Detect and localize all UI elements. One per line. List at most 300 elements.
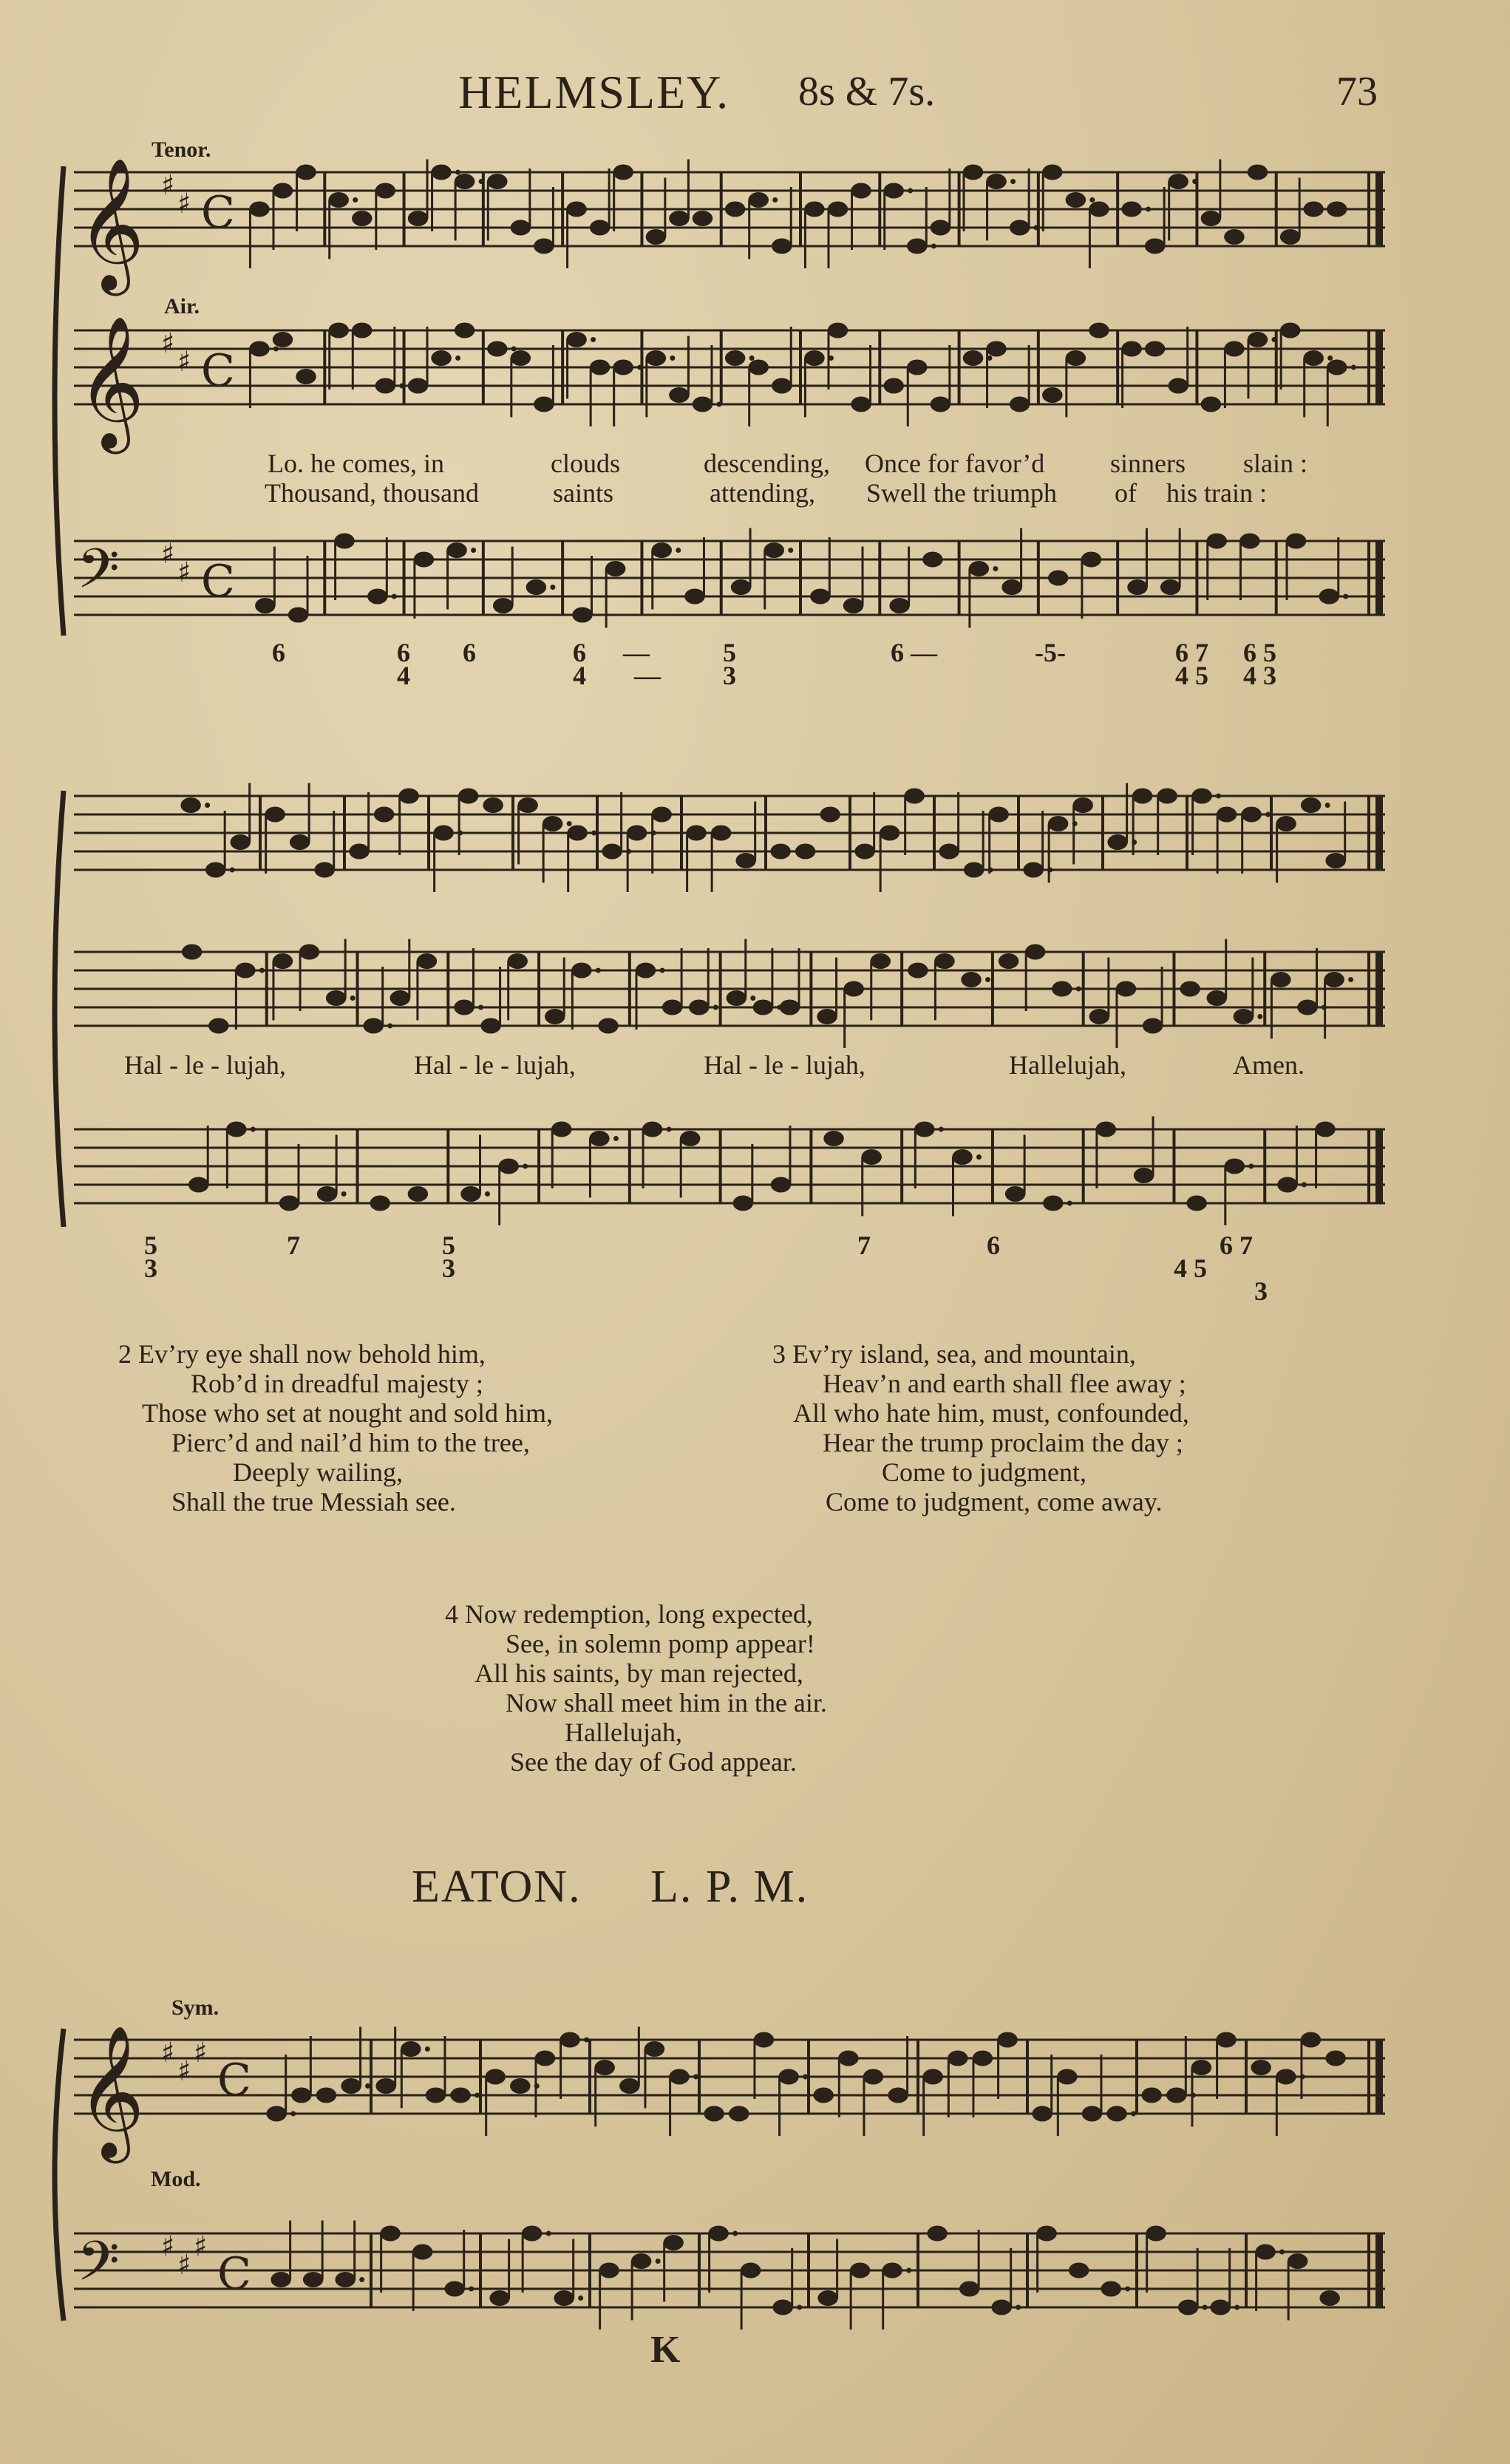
note-head xyxy=(498,1159,519,1174)
bass-clef: 𝄢 xyxy=(77,537,120,615)
lyric-line2-seg1: Thousand, thousand xyxy=(265,478,479,508)
figure-s1-top-9: 6 7 xyxy=(1175,638,1208,667)
note-head xyxy=(684,589,705,605)
note-head xyxy=(567,826,588,841)
note-head xyxy=(590,360,611,375)
note-head xyxy=(1145,239,1166,254)
note-dot xyxy=(803,2075,808,2080)
note-dot xyxy=(523,1164,528,1169)
note-head xyxy=(748,192,769,208)
note-head xyxy=(1224,229,1245,245)
note-head xyxy=(1168,174,1188,189)
note-dot xyxy=(749,355,755,361)
note-head xyxy=(510,2078,531,2094)
note-dot xyxy=(230,868,235,873)
note-head xyxy=(727,990,747,1006)
note-head xyxy=(566,332,587,347)
note-dot xyxy=(511,347,517,352)
note-head xyxy=(1210,2300,1231,2315)
note-dot xyxy=(788,548,793,553)
note-head xyxy=(265,807,285,823)
note-head xyxy=(863,2069,884,2085)
verse-3-line: 3 Ev’ry island, sea, and mountain, xyxy=(772,1339,1136,1369)
figure-s2-top-4: 7 xyxy=(857,1231,871,1260)
verse-4-line: See the day of God appear. xyxy=(510,1747,797,1777)
note-head xyxy=(963,165,984,180)
note-head xyxy=(828,202,848,217)
lyric-line2-seg2: saints xyxy=(553,478,614,508)
note-head xyxy=(352,211,373,226)
note-head xyxy=(1101,2281,1121,2297)
note-head xyxy=(961,972,982,987)
note-head xyxy=(973,2051,993,2066)
note-head xyxy=(590,220,611,236)
note-head xyxy=(1057,2069,1078,2085)
note-head xyxy=(431,165,452,180)
note-head xyxy=(1042,387,1063,403)
note-dot xyxy=(637,365,642,370)
note-head xyxy=(444,2281,465,2297)
note-head xyxy=(1160,579,1181,595)
note-head xyxy=(230,834,251,850)
note-head xyxy=(380,2226,401,2242)
note-head xyxy=(741,2263,761,2278)
lyric-line3-seg2: Hal - le - lujah, xyxy=(414,1050,576,1080)
figure-s1-top-10: 6 5 xyxy=(1243,638,1276,667)
page-number: 73 xyxy=(1336,69,1378,115)
note-head xyxy=(693,211,713,226)
note-dot xyxy=(478,1005,483,1010)
note-head xyxy=(454,1000,475,1015)
note-dot xyxy=(425,2046,430,2052)
note-head xyxy=(843,598,864,613)
note-dot xyxy=(479,179,484,184)
note-dot xyxy=(1343,594,1348,599)
note-dot xyxy=(455,170,460,175)
verse-2-line: Shall the true Messiah see. xyxy=(171,1487,456,1517)
note-head xyxy=(997,2032,1018,2048)
note-head xyxy=(927,2226,948,2242)
note-head xyxy=(1023,862,1044,878)
note-head xyxy=(804,350,825,366)
note-head xyxy=(1327,360,1347,375)
figure-s2-top-3: 5 xyxy=(442,1231,455,1260)
note-head xyxy=(662,1000,683,1015)
note-head xyxy=(560,2032,580,2048)
note-head xyxy=(963,350,984,366)
note-head xyxy=(1280,229,1301,245)
note-head xyxy=(1010,220,1030,236)
verse-2 xyxy=(118,1339,553,1517)
note-head xyxy=(1082,2106,1103,2122)
meter-eaton: L. P. M. xyxy=(650,1862,809,1912)
note-head xyxy=(1276,816,1296,831)
note-head xyxy=(534,239,554,254)
note-head xyxy=(480,1018,501,1034)
figure-s1-bottom-5: 4 5 xyxy=(1175,661,1208,690)
note-head xyxy=(299,945,320,960)
note-dot xyxy=(732,2231,738,2236)
lyric-line1-seg3: descending, xyxy=(704,449,830,478)
verse-4 xyxy=(445,1599,827,1777)
note-dot xyxy=(656,2259,661,2264)
note-head xyxy=(939,844,959,860)
note-head xyxy=(663,2235,684,2250)
note-head xyxy=(795,844,816,860)
note-head xyxy=(1277,1177,1298,1193)
note-dot xyxy=(546,2231,551,2236)
figure-s1-top-2: 6 xyxy=(397,638,410,667)
part-label-air: Air. xyxy=(164,294,200,319)
figure-s2-bottom-1: 3 xyxy=(144,1253,157,1283)
note-head xyxy=(1206,990,1227,1006)
note-head xyxy=(1005,1186,1026,1202)
part-label-mod: Mod. xyxy=(151,2167,201,2191)
note-head xyxy=(517,797,538,813)
note-dot xyxy=(1131,2111,1136,2117)
note-head xyxy=(1201,397,1222,412)
note-head xyxy=(770,844,791,860)
figure-s1-top-3: 6 xyxy=(463,638,476,667)
note-head xyxy=(180,797,201,813)
note-head xyxy=(317,1186,338,1202)
figure-s1-top-4: 6 xyxy=(573,638,586,667)
figure-s1-top-1: 6 xyxy=(272,638,285,667)
lyric-line3-seg3: Hal - le - lujah, xyxy=(704,1050,865,1080)
note-dot xyxy=(1203,2305,1208,2310)
note-head xyxy=(273,183,293,199)
note-head xyxy=(375,2078,396,2094)
part-label-tenor: Tenor. xyxy=(152,137,211,162)
note-head xyxy=(1127,579,1148,595)
note-head xyxy=(1225,1159,1245,1174)
note-dot xyxy=(550,585,555,590)
note-head xyxy=(545,1009,565,1024)
note-head xyxy=(883,183,904,199)
note-head xyxy=(1048,571,1069,586)
note-head xyxy=(291,2088,312,2103)
figure-s1-bottom-2: 4 xyxy=(573,661,586,690)
note-head xyxy=(535,2051,556,2066)
note-head xyxy=(1081,552,1102,568)
note-dot xyxy=(750,996,755,1001)
common-time: C xyxy=(217,2055,251,2106)
note-head xyxy=(907,360,928,375)
note-dot xyxy=(596,968,601,973)
note-head xyxy=(651,807,672,823)
note-head xyxy=(363,1018,384,1034)
note-head xyxy=(1178,2300,1199,2315)
note-head xyxy=(571,963,592,979)
note-dot xyxy=(578,2295,583,2301)
note-dot xyxy=(931,244,936,249)
note-head xyxy=(208,1018,229,1034)
note-head xyxy=(446,542,467,558)
sharp-sign: ♯ xyxy=(161,169,175,201)
note-dot xyxy=(906,2268,911,2273)
figure-s2-bottom-2: 3 xyxy=(442,1253,455,1283)
figure-s2-top-2: 7 xyxy=(287,1231,300,1260)
figure-s2-bottom-3: 4 5 xyxy=(1174,1253,1207,1283)
note-head xyxy=(922,2069,943,2085)
note-head xyxy=(1201,211,1222,226)
tune-title-helmsley: HELMSLEY. xyxy=(458,66,730,118)
note-dot xyxy=(1234,2305,1239,2310)
note-head xyxy=(754,2032,775,2048)
note-dot xyxy=(1016,2305,1021,2310)
lyric-line1-seg6: slain : xyxy=(1243,449,1307,478)
note-head xyxy=(986,341,1007,357)
note-head xyxy=(326,990,347,1006)
note-head xyxy=(931,220,951,236)
note-head xyxy=(1121,202,1142,217)
note-head xyxy=(1217,807,1237,823)
note-dot xyxy=(1125,2287,1130,2292)
verse-4-line: 4 Now redemption, long expected, xyxy=(445,1599,813,1629)
note-head xyxy=(1248,332,1268,347)
note-dot xyxy=(1034,225,1039,231)
note-head xyxy=(1141,2088,1162,2103)
note-dot xyxy=(273,347,279,352)
common-time: C xyxy=(201,187,235,239)
note-head xyxy=(1001,579,1022,595)
note-head xyxy=(1301,2032,1322,2048)
note-head xyxy=(763,542,784,558)
note-head xyxy=(646,350,667,366)
note-head xyxy=(652,542,673,558)
note-head xyxy=(631,2253,652,2269)
note-head xyxy=(1025,945,1046,960)
note-head xyxy=(888,2088,908,2103)
note-head xyxy=(619,2078,640,2094)
note-dot xyxy=(993,566,998,571)
note-head xyxy=(1157,789,1177,804)
note-head xyxy=(1286,534,1307,549)
note-head xyxy=(613,165,633,180)
note-dot xyxy=(1348,977,1353,982)
note-head xyxy=(489,2290,510,2306)
sharp-sign: ♯ xyxy=(177,345,191,378)
note-dot xyxy=(591,831,596,836)
note-head xyxy=(598,1018,619,1034)
note-head xyxy=(522,2226,543,2242)
note-dot xyxy=(455,355,460,361)
note-head xyxy=(1239,534,1260,549)
note-dot xyxy=(567,821,572,826)
note-head xyxy=(1166,2088,1187,2103)
note-dot xyxy=(1265,812,1271,817)
lyric-line3-seg4: Hallelujah, xyxy=(1009,1050,1126,1080)
note-head xyxy=(455,323,475,338)
note-head xyxy=(266,2106,287,2122)
note-dot xyxy=(341,1191,347,1197)
note-head xyxy=(566,202,587,217)
note-dot xyxy=(359,2277,364,2282)
sharp-sign: ♯ xyxy=(177,556,191,588)
lyric-line1-seg1: Lo. he comes, in xyxy=(268,449,444,478)
note-head xyxy=(810,589,831,605)
note-head xyxy=(854,844,875,860)
note-head xyxy=(485,2069,506,2085)
note-head xyxy=(1276,2069,1296,2085)
note-head xyxy=(1216,2032,1237,2048)
note-head xyxy=(412,2245,433,2260)
note-head xyxy=(922,552,943,568)
figure-s1-bottom-1: 4 xyxy=(397,661,410,690)
note-head xyxy=(778,2069,799,2085)
note-head xyxy=(883,378,904,394)
note-head xyxy=(1251,2060,1271,2075)
note-head xyxy=(1121,341,1142,357)
note-dot xyxy=(1351,365,1356,370)
note-head xyxy=(401,2041,421,2057)
note-head xyxy=(991,2300,1012,2315)
note-head xyxy=(1134,1168,1154,1183)
figure-s1-top-6: 5 xyxy=(723,638,736,667)
system-bracket xyxy=(55,166,64,636)
note-dot xyxy=(1010,179,1016,184)
note-head xyxy=(986,174,1007,189)
note-head xyxy=(772,378,792,394)
note-head xyxy=(328,323,349,338)
note-head xyxy=(908,963,928,979)
note-head xyxy=(735,853,756,868)
treble-clef: 𝄞 xyxy=(77,156,145,290)
verse-4-line: See, in solemn pomp appear! xyxy=(506,1629,815,1658)
note-head xyxy=(861,1149,882,1165)
note-dot xyxy=(1146,207,1151,212)
note-head xyxy=(1224,341,1245,357)
note-head xyxy=(1036,2226,1057,2242)
note-head xyxy=(374,807,395,823)
note-dot xyxy=(716,402,721,407)
note-head xyxy=(704,2106,724,2122)
figure-s1-bottom-6: 4 3 xyxy=(1243,661,1276,690)
note-head xyxy=(417,953,438,969)
note-head xyxy=(1248,165,1268,180)
note-head xyxy=(1319,2290,1340,2306)
note-head xyxy=(627,826,647,841)
note-head xyxy=(1325,853,1346,868)
note-head xyxy=(288,608,309,623)
note-head xyxy=(1066,350,1086,366)
note-dot xyxy=(485,1191,490,1197)
note-head xyxy=(1241,807,1262,823)
note-dot xyxy=(1192,179,1197,184)
figure-s1-bottom-4: 3 xyxy=(723,661,736,690)
lyric-line2-seg5: of xyxy=(1115,478,1137,508)
note-head xyxy=(904,789,925,804)
note-head xyxy=(1043,1196,1064,1211)
note-head xyxy=(1324,972,1344,987)
note-dot xyxy=(693,2075,698,2080)
note-head xyxy=(1089,323,1109,338)
note-head xyxy=(817,2290,838,2306)
note-head xyxy=(1052,981,1072,997)
note-head xyxy=(642,1122,663,1137)
verse-4-line: Hallelujah, xyxy=(565,1718,682,1747)
note-head xyxy=(303,2272,324,2287)
note-head xyxy=(273,953,293,969)
note-head xyxy=(1315,1122,1336,1137)
note-head xyxy=(914,1122,935,1137)
verse-3-line: Come to judgment, come away. xyxy=(826,1487,1163,1517)
sharp-sign: ♯ xyxy=(177,2248,191,2281)
figure-s1-top-7: 6 — xyxy=(891,638,937,667)
verse-4-line: All his saints, by man rejected, xyxy=(475,1658,803,1688)
note-head xyxy=(589,1131,610,1146)
note-head xyxy=(1303,350,1324,366)
note-head xyxy=(455,174,475,189)
note-head xyxy=(1191,2060,1212,2075)
note-head xyxy=(931,397,951,412)
note-head xyxy=(731,579,752,595)
note-head xyxy=(493,598,514,613)
note-head xyxy=(748,360,769,375)
note-head xyxy=(543,816,563,831)
note-head xyxy=(602,844,622,860)
note-head xyxy=(487,174,508,189)
note-head xyxy=(1180,981,1200,997)
note-head xyxy=(934,953,955,969)
note-head xyxy=(605,561,626,576)
note-head xyxy=(708,2226,729,2242)
lyric-line1-seg2: clouds xyxy=(551,449,620,478)
note-head xyxy=(408,378,429,394)
figure-s2-bottom-4: 3 xyxy=(1254,1276,1268,1306)
note-head xyxy=(235,963,256,979)
note-dot xyxy=(1067,1201,1072,1206)
part-label-sym: Sym. xyxy=(171,1995,220,2020)
figure-s1-top-8: -5- xyxy=(1035,638,1066,667)
system-bracket xyxy=(55,791,64,1227)
signature-mark: K xyxy=(650,2329,681,2371)
note-head xyxy=(1255,2245,1276,2260)
note-head xyxy=(1032,2106,1052,2122)
lyric-line3-seg1: Hal - le - lujah, xyxy=(124,1050,286,1080)
note-head xyxy=(458,789,479,804)
common-time: C xyxy=(201,345,235,397)
note-head xyxy=(669,2069,690,2085)
note-head xyxy=(645,2041,665,2057)
note-head xyxy=(1089,1009,1110,1024)
note-head xyxy=(398,789,419,804)
note-dot xyxy=(1248,1164,1254,1169)
note-head xyxy=(507,953,528,969)
figure-s1-bottom-3: — xyxy=(634,661,661,690)
note-dot xyxy=(591,337,596,342)
note-dot xyxy=(353,197,358,203)
verse-2-line: Rob’d in dreadful majesty ; xyxy=(191,1369,483,1398)
note-head xyxy=(1066,192,1086,208)
note-head xyxy=(1069,2263,1089,2278)
note-head xyxy=(820,807,840,823)
note-head xyxy=(408,1186,429,1202)
note-head xyxy=(226,1122,247,1137)
note-dot xyxy=(670,355,675,361)
sharp-sign: ♯ xyxy=(177,187,191,219)
common-time: C xyxy=(217,2248,251,2300)
note-head xyxy=(205,862,226,878)
note-head xyxy=(850,2263,871,2278)
note-head xyxy=(889,598,910,613)
note-head xyxy=(804,202,825,217)
verse-2-line: Deeply wailing, xyxy=(233,1457,403,1487)
note-head xyxy=(290,834,310,850)
note-head xyxy=(753,1000,774,1015)
note-dot xyxy=(1279,2250,1285,2255)
note-head xyxy=(948,2051,968,2066)
